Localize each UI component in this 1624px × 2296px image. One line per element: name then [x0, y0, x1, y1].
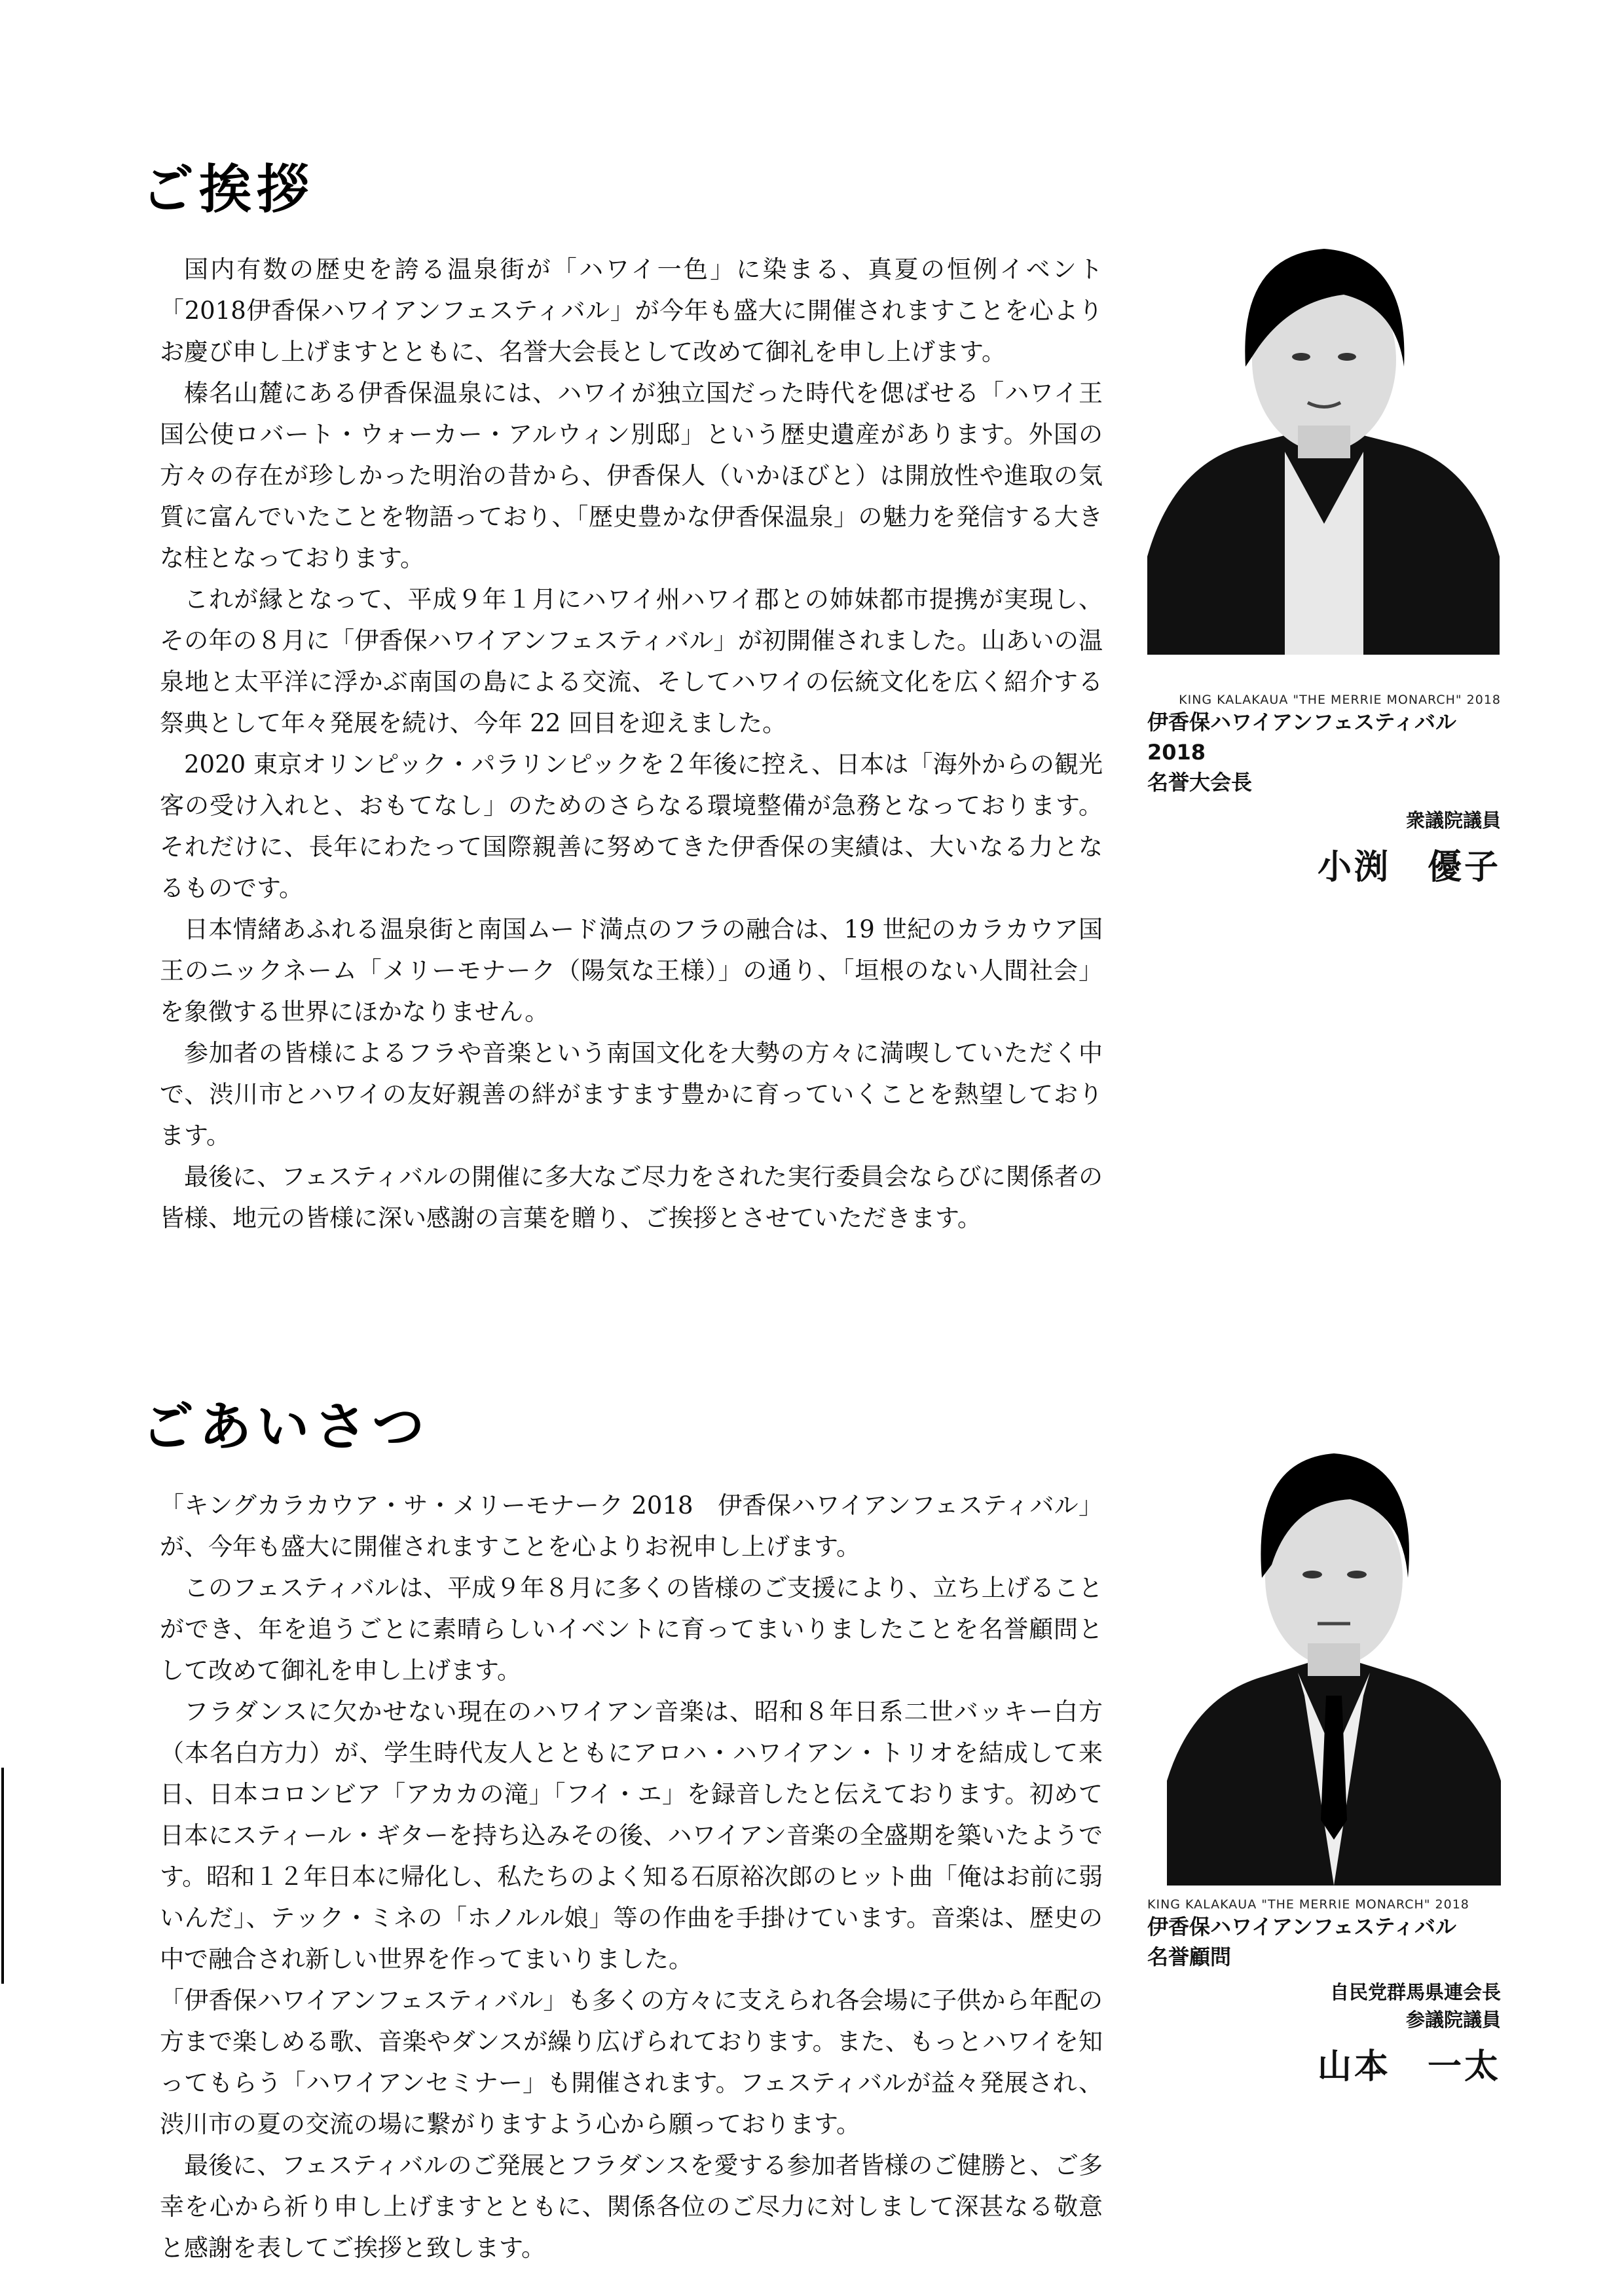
greeting-body-2 [160, 1485, 1103, 2269]
official-title: 衆議院議員 [1405, 809, 1501, 831]
signatory-name: 小渕 優子 [1317, 847, 1501, 887]
honorary-role: 名誉大会長 [1147, 770, 1253, 795]
event-name-japanese: 伊香保ハワイアンフェスティバル [1147, 710, 1457, 735]
paragraph: このフェスティバルは、平成９年８月に多くの皆様のご支援により、立ち上げることができ、年を追うごとに素晴らしいイベントに育ってまいりましたことを名誉顧問として改めて御礼を申し上げます。 [160, 1574, 1103, 1685]
portrait-photo-yamamoto [1167, 1414, 1501, 1886]
event-year: 2018 [1147, 740, 1206, 765]
paragraph: フラダンスに欠かせない現在のハワイアン音楽は、昭和８年日系二世バッキー白方（本名白方力）が、学生時代友人とともにアロハ・ハワイアン・トリオを結成して来日、日本コロンビア「アカカの滝」「フイ・エ」を録音したと伝えております。初めて日本にスティール・ギターを持ち込みその後、ハワイアン音楽の全盛期を築いたようです。昭和１２年日本に帰化し、私たちのよく知る石原裕次郎のヒット曲「俺はお前に弱いんだ」、テック・ミネの「ホノルル娘」等の作曲を手掛けています。音楽は、歴史の中で融合され新しい世界を作ってまいりました。 [160, 1698, 1103, 1973]
paragraph: 参加者の皆様によるフラや音楽という南国文化を大勢の方々に満喫していただく中で、渋川市とハワイの友好親善の絆がますます豊かに育っていくことを熱望しております。 [160, 1039, 1103, 1150]
event-name-japanese: 伊香保ハワイアンフェスティバル [1147, 1914, 1457, 1939]
paragraph: 2020 東京オリンピック・パラリンピックを２年後に控え、日本は「海外からの観光客の受け入れと、おもてなし」のためのさらなる環境整備が急務となっております。それだけに、長年にわたって国際親善に努めてきた伊香保の実績は、大いなる力となるものです。 [160, 750, 1103, 902]
honorary-role: 名誉顧問 [1147, 1944, 1232, 1969]
page-title-aisatsu: ごあいさつ [141, 1396, 430, 1457]
page-title-greeting: ご挨拶 [141, 159, 314, 220]
paragraph: これが縁となって、平成９年１月にハワイ州ハワイ郡との姉妹都市提携が実現し、その年の８月に「伊香保ハワイアンフェスティバル」が初開催されました。山あいの温泉地と太平洋に浮かぶ南国の島による交流、そしてハワイの伝統文化を広く紹介する祭典として年々発展を続け、今年 22 回目を迎えました。 [160, 585, 1103, 737]
signatory-name: 山本 一太 [1317, 2047, 1501, 2086]
signature-block-yamamoto [1147, 1897, 1501, 2088]
official-title: 自民党群馬県連会長 [1329, 1981, 1501, 2003]
paragraph: 国内有数の歴史を誇る温泉街が「ハワイ一色」に染まる、真夏の恒例イベント「2018伊香保ハワイアンフェスティバル」が今年も盛大に開催されますことを心よりお慶び申し上げますとともに、名誉大会長として改めて御礼を申し上げます。 [160, 255, 1103, 366]
paragraph: 榛名山麓にある伊香保温泉には、ハワイが独立国だった時代を偲ばせる「ハワイ王国公使ロバート・ウォーカー・アルウィン別邸」という歴史遺産があります。外国の方々の存在が珍しかった明治の昔から、伊香保人（いかほびと）は開放性や進取の気質に富んでいたことを物語っており、「歴史豊かな伊香保温泉」の魅力を発信する大きな柱となっております。 [160, 379, 1103, 572]
scan-edge-line [1, 1768, 4, 1984]
official-title: 参議院議員 [1405, 2009, 1501, 2031]
paragraph: 日本情緒あふれる温泉街と南国ムード満点のフラの融合は、19 世紀のカラカウア国王のニックネーム「メリーモナーク（陽気な王様）」の通り、「垣根のない人間社会」を象徴する世界にほかなりません。 [160, 915, 1103, 1026]
event-name-english: KING KALAKAUA "THE MERRIE MONARCH" 2018 [1179, 693, 1501, 707]
paragraph: 最後に、フェスティバルのご発展とフラダンスを愛する参加者皆様のご健勝と、ご多幸を心から祈り申し上げますとともに、関係各位のご尽力に対しまして深甚なる敬意と感謝を表してご挨拶と致します。 [160, 2151, 1103, 2262]
portrait-photo-obuchi [1147, 216, 1500, 655]
greeting-body-1 [160, 249, 1103, 1239]
paragraph: 「キングカラカウア・サ・メリーモナーク 2018 伊香保ハワイアンフェスティバル」が、今年も盛大に開催されますことを心よりお祝申し上げます。 [160, 1491, 1103, 1561]
event-name-english: KING KALAKAUA "THE MERRIE MONARCH" 2018 [1147, 1897, 1469, 1912]
paragraph: 「伊香保ハワイアンフェスティバル」も多くの方々に支えられ各会場に子供から年配の方まで楽しめる歌、音楽やダンスが繰り広げられております。また、もっとハワイを知ってもらう「ハワイアンセミナー」も開催されます。フェスティバルが益々発展され、渋川市の夏の交流の場に繋がりますよう心から願っております。 [160, 1986, 1103, 2138]
signature-block-obuchi [1147, 693, 1501, 888]
paragraph: 最後に、フェスティバルの開催に多大なご尽力をされた実行委員会ならびに関係者の皆様、地元の皆様に深い感謝の言葉を贈り、ご挨拶とさせていただきます。 [160, 1163, 1103, 1232]
